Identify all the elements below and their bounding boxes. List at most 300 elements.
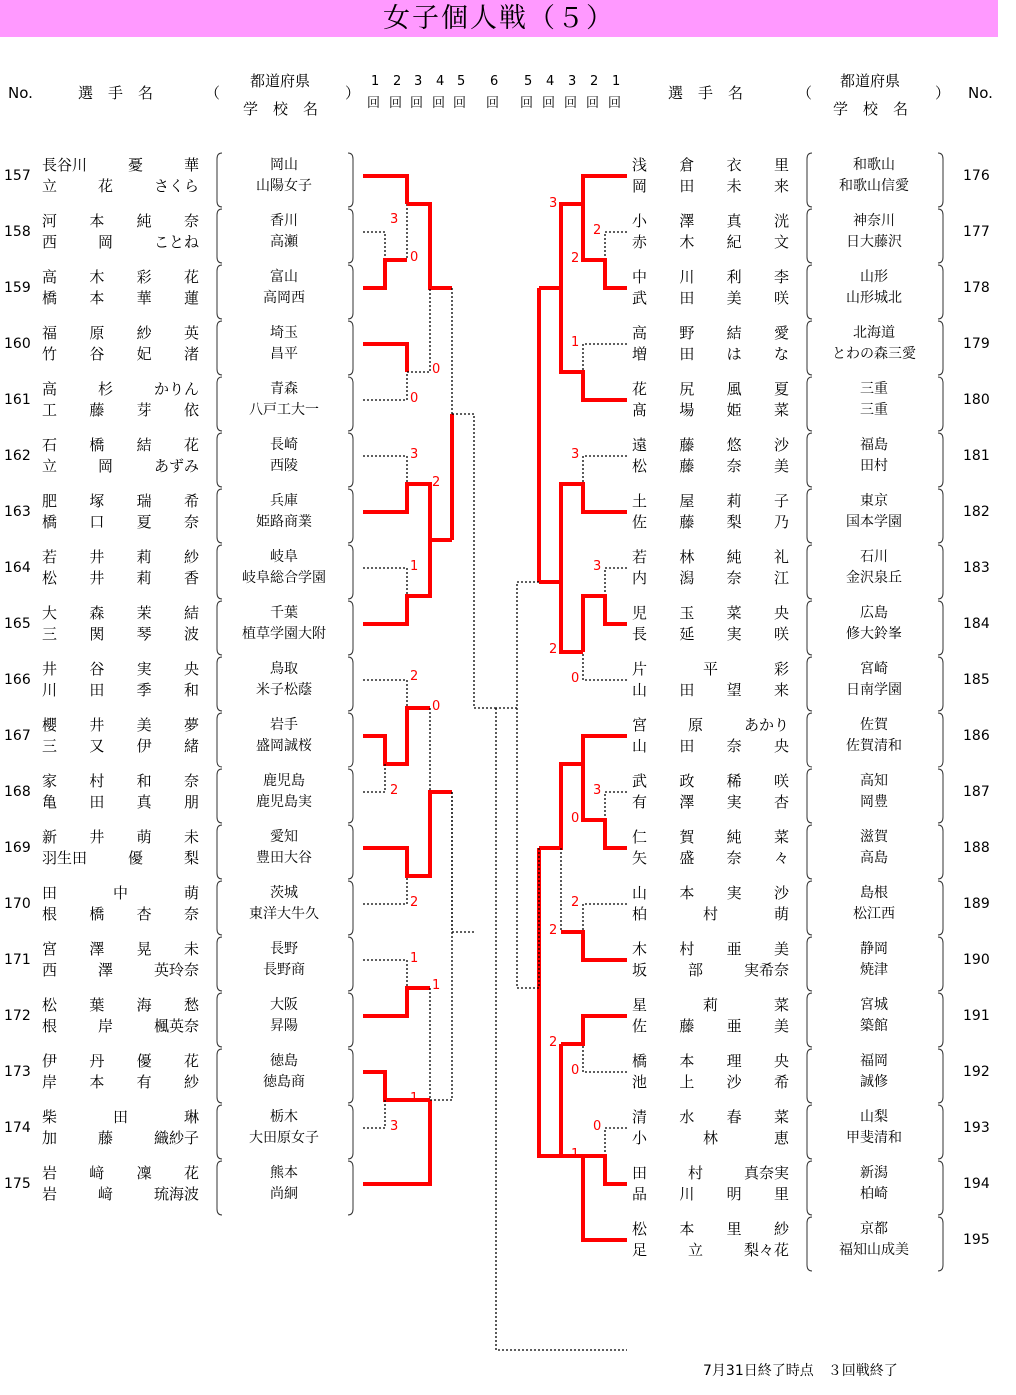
- bracket-paren: [807, 1049, 812, 1103]
- name-part: 新: [42, 828, 58, 846]
- name-part: 清: [632, 1108, 648, 1126]
- name-part: あかり: [743, 716, 789, 734]
- score-label: 1: [571, 1147, 580, 1162]
- name-part: 紗: [773, 1220, 789, 1238]
- name-part: 立: [42, 177, 58, 195]
- name-part: 木: [632, 940, 648, 958]
- name-part: 本: [89, 212, 105, 230]
- name-part: 実: [726, 793, 742, 811]
- bracket-paren: [348, 825, 353, 879]
- entry-number: 171: [4, 952, 31, 968]
- name-part: 﨑: [97, 1185, 113, 1203]
- name-part: 加: [42, 1129, 58, 1147]
- school: 高島: [860, 850, 888, 866]
- name-part: 小: [632, 212, 648, 230]
- name-part: 姫: [726, 401, 742, 419]
- name-part: 英: [183, 324, 199, 342]
- name-part: 彩: [773, 660, 789, 678]
- score-label: 0: [571, 671, 580, 686]
- school: 三重: [860, 402, 888, 418]
- bracket-paren: [938, 881, 943, 935]
- name-part: 武: [632, 289, 648, 307]
- school: 長野商: [263, 962, 305, 978]
- name-part: 紗: [183, 1073, 199, 1091]
- name-part: 澤: [679, 793, 695, 811]
- name-part: 乃: [773, 513, 789, 531]
- prefecture: 滋賀: [860, 829, 888, 845]
- score-label: 2: [571, 895, 580, 910]
- name-part: 本: [89, 289, 105, 307]
- bracket-paren: [938, 433, 943, 487]
- name-part: 河: [42, 212, 58, 230]
- bracket-paren: [348, 1161, 353, 1215]
- name-part: 蓮: [183, 289, 199, 307]
- entry-number: 160: [4, 336, 31, 352]
- name-part: 川: [679, 1185, 695, 1203]
- name-part: 櫻: [42, 716, 58, 734]
- name-part: 藤: [679, 436, 695, 454]
- round-number: 5: [457, 74, 466, 89]
- name-part: 花: [183, 268, 199, 286]
- name-part: 武: [632, 772, 648, 790]
- prefecture: 宮崎: [860, 661, 888, 677]
- prefecture: 岩手: [270, 717, 298, 733]
- name-part: 福: [42, 324, 58, 342]
- bracket-line: [407, 288, 430, 372]
- header-paren-close-right: ）: [935, 84, 951, 102]
- name-part: あずみ: [153, 457, 199, 475]
- score-label: 3: [410, 447, 419, 462]
- winner-path: [363, 1100, 430, 1184]
- name-part: 立: [687, 1241, 703, 1259]
- entry-number: 159: [4, 280, 31, 296]
- school: 八戸工大一: [249, 402, 319, 418]
- name-part: 芽: [136, 401, 152, 419]
- name-part: 依: [183, 401, 199, 419]
- name-part: 琴: [136, 625, 152, 643]
- bracket-paren: [217, 825, 222, 879]
- header-school-right: 学 校 名: [833, 100, 909, 118]
- bracket-paren: [348, 153, 353, 207]
- name-part: 来: [773, 681, 789, 699]
- name-part: 井: [89, 548, 105, 566]
- name-part: 西: [42, 233, 58, 251]
- name-part: 松: [42, 996, 58, 1014]
- bracket-paren: [217, 153, 222, 207]
- prefecture: 千葉: [270, 605, 298, 621]
- name-part: 稀: [726, 772, 742, 790]
- name-part: 屋: [679, 492, 695, 510]
- school: 姫路商業: [256, 514, 312, 530]
- name-part: 咲: [773, 289, 789, 307]
- name-part: 藤: [679, 457, 695, 475]
- name-part: 星: [632, 996, 648, 1014]
- name-part: 杉: [97, 380, 113, 398]
- bracket-paren: [938, 209, 943, 263]
- round-number: 1: [371, 74, 380, 89]
- name-part: 谷: [89, 660, 105, 678]
- school: 山形城北: [846, 290, 902, 306]
- name-part: 央: [773, 604, 789, 622]
- bracket-paren: [348, 265, 353, 319]
- name-part: 村: [679, 940, 695, 958]
- bracket-paren: [807, 545, 812, 599]
- school: 甲斐清和: [846, 1130, 902, 1146]
- bracket-paren: [938, 489, 943, 543]
- school: 米子松蔭: [256, 682, 312, 698]
- prefecture: 岡山: [270, 157, 298, 173]
- bracket-line: [363, 876, 407, 904]
- bracket-paren: [348, 601, 353, 655]
- bracket-paren: [217, 713, 222, 767]
- bracket-paren: [938, 993, 943, 1047]
- name-part: 子: [773, 492, 789, 510]
- bracket-paren: [807, 657, 812, 711]
- winner-path: [363, 260, 407, 288]
- name-part: 凜: [136, 1164, 152, 1182]
- name-part: 澤: [679, 212, 695, 230]
- name-part: 礼: [773, 548, 789, 566]
- school: 尚絅: [270, 1186, 298, 1202]
- name-part: 岡: [97, 457, 113, 475]
- bracket-line: [517, 582, 539, 708]
- name-part: 矢: [632, 849, 648, 867]
- name-part: 木: [679, 233, 695, 251]
- round-suffix: 回: [453, 96, 467, 111]
- entry-number: 168: [4, 784, 31, 800]
- bracket-line: [605, 232, 627, 260]
- name-part: 土: [632, 492, 648, 510]
- name-part: 田: [679, 345, 695, 363]
- school: 焼津: [860, 962, 888, 978]
- score-label: 2: [410, 669, 419, 684]
- name-part: 田: [42, 884, 58, 902]
- bracket-paren: [348, 1105, 353, 1159]
- name-part: 海: [136, 996, 152, 1014]
- school: とわの森三愛: [832, 346, 916, 362]
- name-part: 梨: [726, 513, 742, 531]
- bracket-paren: [807, 209, 812, 263]
- round-number: 3: [568, 74, 577, 89]
- name-part: 美: [773, 457, 789, 475]
- round-number-final: 6: [490, 74, 499, 89]
- bracket-line: [583, 904, 627, 932]
- bracket-paren: [807, 713, 812, 767]
- name-part: 織紗子: [153, 1129, 199, 1147]
- bracket-line: [583, 1044, 627, 1072]
- name-part: 来: [773, 177, 789, 195]
- bracket-paren: [217, 265, 222, 319]
- name-part: 藤: [97, 1129, 113, 1147]
- winner-path: [583, 596, 627, 652]
- bracket-paren: [938, 601, 943, 655]
- bracket-paren: [217, 881, 222, 935]
- name-part: 彩: [136, 268, 152, 286]
- winner-path: [363, 708, 430, 764]
- name-part: 柏: [632, 905, 648, 923]
- name-part: 咲: [773, 772, 789, 790]
- name-part: 結: [726, 324, 742, 342]
- name-part: 平: [702, 660, 718, 678]
- name-part: 花: [183, 1052, 199, 1070]
- name-part: 髙: [632, 401, 648, 419]
- bracket-paren: [807, 153, 812, 207]
- name-part: 立: [42, 457, 58, 475]
- bracket-line: [363, 568, 407, 596]
- name-part: 沙: [773, 884, 789, 902]
- school: 昌平: [270, 346, 298, 362]
- bracket-paren: [348, 209, 353, 263]
- name-part: な: [773, 345, 789, 363]
- name-part: 澤: [97, 961, 113, 979]
- school: 東洋大牛久: [249, 906, 319, 922]
- prefecture: 香川: [270, 213, 298, 229]
- name-part: 増: [632, 345, 648, 363]
- bracket-paren: [217, 937, 222, 991]
- name-part: 橋: [42, 289, 58, 307]
- prefecture: 神奈川: [853, 213, 895, 229]
- name-part: 花: [183, 1164, 199, 1182]
- prefecture: 熊本: [270, 1165, 298, 1181]
- name-part: 三: [42, 625, 58, 643]
- school: 金沢泉丘: [846, 570, 902, 586]
- name-part: 望: [726, 681, 742, 699]
- round-suffix: 回: [542, 96, 556, 111]
- name-part: 文: [773, 233, 789, 251]
- bracket-paren: [938, 1049, 943, 1103]
- school: 高岡西: [263, 290, 305, 306]
- name-part: 明: [726, 1185, 742, 1203]
- bracket-paren: [217, 601, 222, 655]
- name-part: 莉: [136, 569, 152, 587]
- name-part: は: [726, 345, 742, 363]
- entry-number: 191: [963, 1008, 990, 1024]
- name-part: 琉海波: [153, 1185, 199, 1203]
- name-part: 紀: [726, 233, 742, 251]
- bracket-line: [363, 456, 407, 484]
- name-part: 原: [89, 324, 105, 342]
- bracket-paren: [938, 153, 943, 207]
- name-part: 高: [42, 380, 58, 398]
- name-part: 亜: [726, 1017, 742, 1035]
- name-part: 咲: [773, 625, 789, 643]
- name-part: 内: [632, 569, 648, 587]
- name-part: 根: [42, 905, 58, 923]
- name-part: 純: [726, 548, 742, 566]
- bracket-paren: [807, 321, 812, 375]
- score-label: 1: [410, 1091, 419, 1106]
- bracket-paren: [348, 993, 353, 1047]
- name-part: 竹: [42, 345, 58, 363]
- prefecture: 富山: [270, 269, 298, 285]
- name-part: 奈: [726, 737, 742, 755]
- bracket-paren: [938, 769, 943, 823]
- entry-number: 184: [963, 616, 990, 632]
- entry-number: 163: [4, 504, 31, 520]
- bracket-paren: [348, 769, 353, 823]
- bracket-paren: [807, 1105, 812, 1159]
- name-part: 緒: [183, 737, 199, 755]
- name-part: 実: [726, 884, 742, 902]
- name-part: 山: [632, 737, 648, 755]
- name-part: 花: [97, 177, 113, 195]
- bracket-paren: [807, 433, 812, 487]
- bracket-paren: [938, 657, 943, 711]
- entry-number: 166: [4, 672, 31, 688]
- bracket-paren: [217, 1049, 222, 1103]
- name-part: 亜: [726, 940, 742, 958]
- prefecture: 長野: [270, 941, 298, 957]
- entry-number: 170: [4, 896, 31, 912]
- entry-number: 185: [963, 672, 990, 688]
- header-pref-left: 都道府県: [250, 72, 311, 90]
- name-part: 奈: [183, 513, 199, 531]
- name-part: 森: [89, 604, 105, 622]
- school: 松江西: [853, 906, 895, 922]
- name-part: 田: [679, 681, 695, 699]
- name-part: 楓英奈: [153, 1017, 199, 1035]
- name-part: 央: [773, 737, 789, 755]
- name-part: 品: [632, 1185, 648, 1203]
- name-part: 小: [632, 1129, 648, 1147]
- entry-number: 181: [963, 448, 990, 464]
- prefecture: 三重: [860, 381, 888, 397]
- name-part: 実: [726, 625, 742, 643]
- name-part: 長谷川: [42, 156, 88, 174]
- name-part: 結: [183, 604, 199, 622]
- name-part: 山: [632, 681, 648, 699]
- winner-path: [363, 176, 407, 204]
- name-part: 瑞: [136, 492, 152, 510]
- name-part: 本: [679, 1052, 695, 1070]
- name-part: 夏: [136, 513, 152, 531]
- entry-number: 175: [4, 1176, 31, 1192]
- score-label: 0: [571, 811, 580, 826]
- name-part: 岡: [97, 233, 113, 251]
- name-part: 李: [773, 268, 789, 286]
- name-part: 琳: [183, 1108, 199, 1126]
- name-part: 伊: [136, 737, 152, 755]
- name-part: 紗: [136, 324, 152, 342]
- name-part: 奈: [726, 849, 742, 867]
- round-suffix: 回: [564, 96, 578, 111]
- name-part: 妃: [136, 345, 152, 363]
- name-part: 奈: [726, 457, 742, 475]
- name-part: 橋: [42, 513, 58, 531]
- name-part: 香: [183, 569, 199, 587]
- name-part: 里: [773, 156, 789, 174]
- school: 福知山成美: [839, 1242, 909, 1258]
- name-part: 美: [773, 1017, 789, 1035]
- name-part: 奈: [183, 905, 199, 923]
- prefecture: 大阪: [270, 997, 298, 1013]
- name-part: 愁: [183, 996, 199, 1014]
- round-suffix: 回: [486, 96, 500, 111]
- bracket-paren: [807, 937, 812, 991]
- name-part: 夢: [183, 716, 199, 734]
- school: 昇陽: [270, 1018, 298, 1034]
- name-part: 伊: [42, 1052, 58, 1070]
- name-part: 延: [679, 625, 695, 643]
- prefecture: 鹿児島: [263, 773, 305, 789]
- name-part: 和: [183, 681, 199, 699]
- name-part: 本: [89, 1073, 105, 1091]
- winner-path: [363, 1072, 407, 1100]
- bracket-paren: [938, 825, 943, 879]
- name-part: ことね: [153, 233, 199, 251]
- entry-number: 182: [963, 504, 990, 520]
- name-part: 未: [726, 177, 742, 195]
- score-label: 3: [390, 1119, 399, 1134]
- bracket-paren: [938, 1105, 943, 1159]
- header-pref-right: 都道府県: [840, 72, 901, 90]
- name-part: 玉: [679, 604, 695, 622]
- bracket-line: [605, 1128, 627, 1156]
- entry-number: 157: [4, 168, 31, 184]
- name-part: 萌: [136, 828, 152, 846]
- bracket-line: [517, 708, 539, 988]
- name-part: 岩: [42, 1185, 58, 1203]
- name-part: 橋: [89, 436, 105, 454]
- round-suffix: 回: [389, 96, 403, 111]
- prefecture: 宮城: [860, 997, 888, 1013]
- bracket-paren: [348, 545, 353, 599]
- name-part: 田: [679, 177, 695, 195]
- name-part: 未: [183, 828, 199, 846]
- entry-number: 188: [963, 840, 990, 856]
- name-part: 江: [773, 569, 789, 587]
- score-label: 3: [593, 559, 602, 574]
- round-number: 2: [590, 74, 599, 89]
- name-part: 莉: [136, 548, 152, 566]
- score-label: 3: [390, 212, 399, 227]
- winner-path: [363, 792, 452, 876]
- bracket-paren: [807, 825, 812, 879]
- entry-number: 178: [963, 280, 990, 296]
- name-part: 橋: [89, 905, 105, 923]
- name-part: 松: [632, 1220, 648, 1238]
- name-part: 澤: [89, 940, 105, 958]
- school: 日大藤沢: [846, 234, 902, 250]
- name-part: 季: [136, 681, 152, 699]
- score-label: 0: [410, 391, 419, 406]
- name-part: 有: [136, 1073, 152, 1091]
- bracket-paren: [348, 937, 353, 991]
- bracket-paren: [938, 545, 943, 599]
- name-part: 﨑: [89, 1164, 105, 1182]
- header-paren-open-right: （: [797, 84, 813, 102]
- bracket-paren: [348, 433, 353, 487]
- prefecture: 静岡: [860, 941, 888, 957]
- bracket-paren: [938, 1217, 943, 1271]
- bracket-paren: [807, 601, 812, 655]
- name-part: 井: [89, 716, 105, 734]
- name-part: 肥: [42, 492, 58, 510]
- name-part: 賀: [679, 828, 695, 846]
- name-part: 悠: [726, 436, 742, 454]
- name-part: 田: [679, 737, 695, 755]
- school: 岡豊: [860, 794, 888, 810]
- header-paren-open-left: （: [205, 84, 221, 102]
- winner-path: [561, 1016, 627, 1044]
- score-label: 2: [410, 895, 419, 910]
- entry-number: 167: [4, 728, 31, 744]
- name-part: 赤: [632, 233, 648, 251]
- name-part: 足: [632, 1241, 648, 1259]
- name-part: 菜: [773, 401, 789, 419]
- entry-number: 195: [963, 1232, 990, 1248]
- name-part: 晃: [136, 940, 152, 958]
